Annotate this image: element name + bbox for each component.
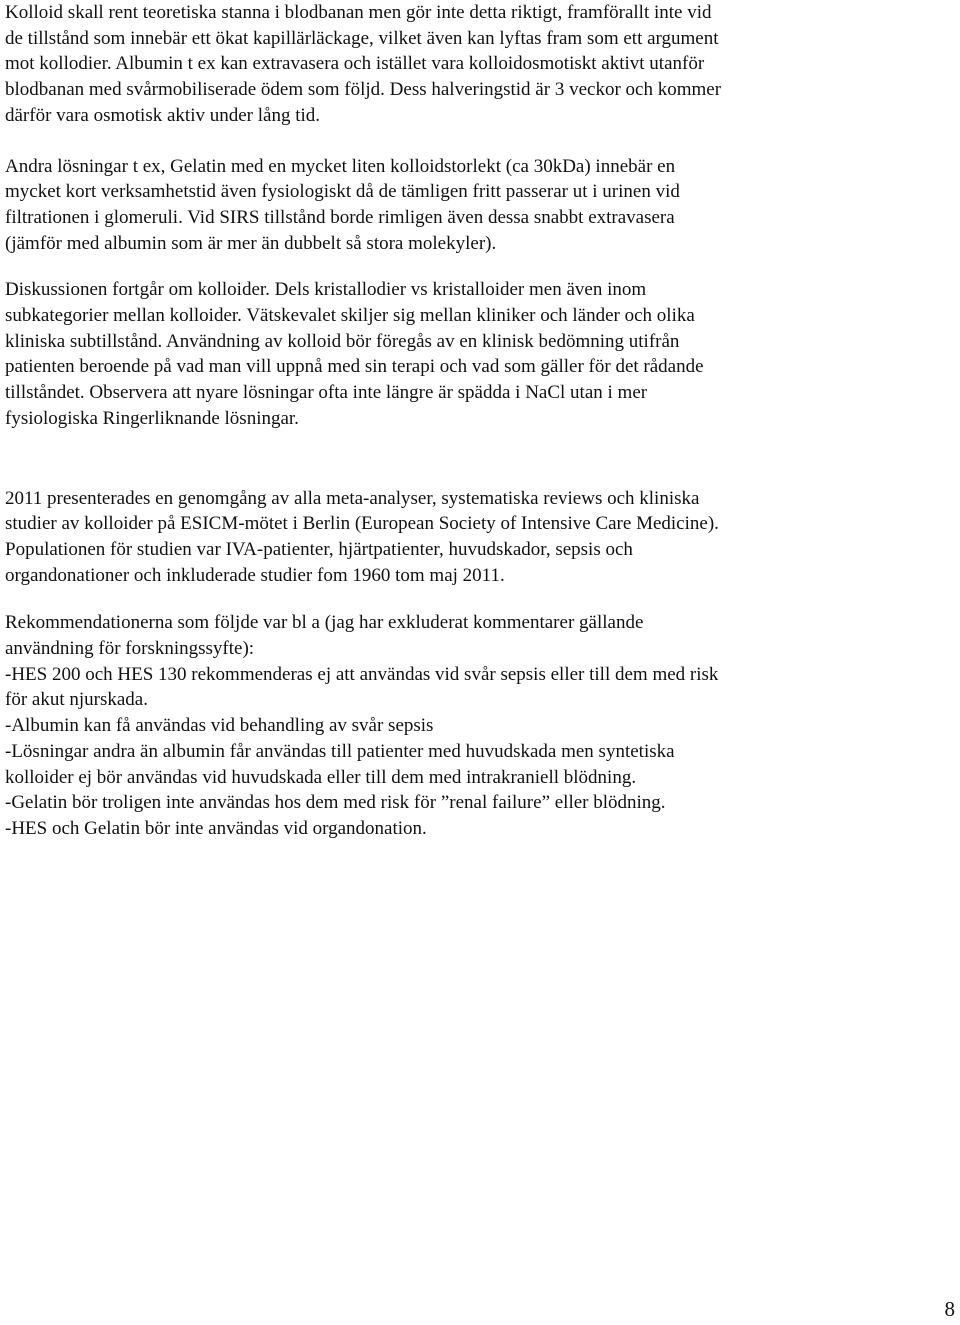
recommendation-item: -Albumin kan få användas vid behandling av svår sepsis xyxy=(5,715,434,737)
document-page xyxy=(5,0,955,842)
text-line: mycket kort verksamhetstid även fysiologiskt då de tämligen fritt passerar ut i urinen vid xyxy=(5,181,680,203)
page-number: 8 xyxy=(944,1297,955,1321)
paragraph-discussion xyxy=(5,277,955,431)
text-line: blodbanan med svårmobiliserade ödem som följd. Dess halveringstid är 3 veckor och kommer xyxy=(5,79,722,101)
paragraph-other-solutions xyxy=(5,154,955,257)
recommendation-item: kolloider ej bör användas vid huvudskada eller till dem med intrakraniell blödning. xyxy=(5,766,637,788)
text-line: därför vara osmotisk aktiv under lång tid. xyxy=(5,104,321,126)
recommendation-item: för akut njurskada. xyxy=(5,689,148,711)
text-line: (jämför med albumin som är mer än dubbelt så stora molekyler). xyxy=(5,232,497,254)
text-line: subkategorier mellan kolloider. Vätskevalet skiljer sig mellan kliniker och länder och olika xyxy=(5,305,695,327)
text-line: de tillstånd som innebär ett ökat kapillärläckage, vilket även kan lyftas fram som ett argument xyxy=(5,27,719,49)
text-line: tillståndet. Observera att nyare lösningar ofta inte längre är spädda i NaCl utan i mer xyxy=(5,382,648,404)
text-line: organdonationer och inkluderade studier fom 1960 tom maj 2011. xyxy=(5,564,505,586)
text-line: användning för forskningssyfte): xyxy=(5,638,255,660)
text-line: Diskussionen fortgår om kolloider. Dels kristallodier vs kristalloider men även inom xyxy=(5,279,647,301)
text-line: fysiologiska Ringerliknande lösningar. xyxy=(5,407,299,429)
paragraph-colloid-theory xyxy=(5,0,955,129)
text-line: mot kollodier. Albumin t ex kan extravasera och istället vara kolloidosmotiskt aktivt utanför xyxy=(5,53,705,75)
text-line: kliniska subtillstånd. Användning av kolloid bör föregås av en klinisk bedömning utifrån xyxy=(5,330,680,352)
text-line: Populationen för studien var IVA-patienter, hjärtpatienter, huvudskador, sepsis och xyxy=(5,538,633,560)
text-line: patienten beroende på vad man vill uppnå med sin terapi och vad som gäller för det rådande xyxy=(5,356,704,378)
recommendation-item: -HES 200 och HES 130 rekommenderas ej att användas vid svår sepsis eller till dem med risk xyxy=(5,663,719,685)
text-line: studier av kolloider på ESICM-mötet i Berlin (European Society of Intensive Care Medicine). xyxy=(5,513,719,535)
recommendation-item: -HES och Gelatin bör inte användas vid organdonation. xyxy=(5,817,427,839)
text-line: Kolloid skall rent teoretiska stanna i blodbanan men gör inte detta riktigt, framförallt inte vid xyxy=(5,2,712,23)
paragraph-esicm-review xyxy=(5,486,955,589)
text-line: Andra lösningar t ex, Gelatin med en mycket liten kolloidstorlekt (ca 30kDa) innebär en xyxy=(5,155,676,177)
text-line: 2011 presenterades en genomgång av alla meta-analyser, systematiska reviews och kliniska xyxy=(5,487,700,509)
text-line: Rekommendationerna som följde var bl a (jag har exkluderat kommentarer gällande xyxy=(5,612,644,634)
paragraph-recommendations xyxy=(5,610,955,841)
recommendation-item: -Lösningar andra än albumin får användas till patienter med huvudskada men syntetiska xyxy=(5,740,675,762)
recommendation-item: -Gelatin bör troligen inte användas hos dem med risk för ”renal failure” eller blödning. xyxy=(5,792,666,814)
text-line: filtrationen i glomeruli. Vid SIRS tillstånd borde rimligen även dessa snabbt extravasera xyxy=(5,206,675,228)
